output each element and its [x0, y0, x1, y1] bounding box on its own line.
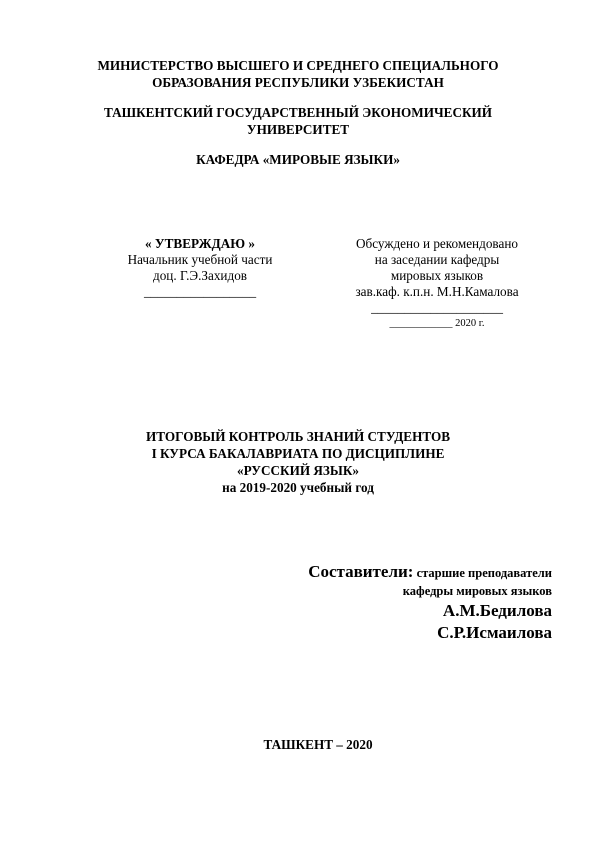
author-name-2: С.Р.Исмаилова: [437, 623, 552, 642]
department-heading: [0, 151, 596, 168]
city-year: ТАШКЕНТ – 2020: [263, 737, 373, 752]
discussion-signature-line: ____________________: [371, 300, 503, 315]
ministry-heading: [0, 57, 596, 91]
authors-label: Составители:: [308, 562, 414, 581]
title-line-1: ИТОГОВЫЙ КОНТРОЛЬ ЗНАНИЙ СТУДЕНТОВ: [146, 429, 450, 444]
discussion-head: зав.каф. к.п.н. М.Н.Камалова: [355, 284, 519, 299]
approval-block: [110, 236, 290, 300]
approval-title: « УТВЕРЖДАЮ »: [145, 236, 255, 251]
approval-position: Начальник учебной части: [127, 252, 273, 267]
discussion-line-2: на заседании кафедры: [374, 252, 500, 267]
discussion-date: [332, 316, 542, 332]
university-line-1: ТАШКЕНТСКИЙ ГОСУДАРСТВЕННЫЙ ЭКОНОМИЧЕСКИЙ: [103, 105, 493, 120]
discussion-block: [332, 236, 542, 332]
document-title: [0, 428, 596, 496]
title-line-3: «РУССКИЙ ЯЗЫК»: [236, 463, 359, 478]
title-line-4: на 2019-2020 учебный год: [222, 480, 374, 495]
discussion-date-year: 2020 г.: [452, 318, 485, 329]
university-line-2: УНИВЕРСИТЕТ: [246, 122, 350, 137]
approval-signature-line: _________________: [143, 284, 257, 299]
authors-role-line-1: старшие преподаватели: [413, 566, 552, 580]
ministry-line-2: ОБРАЗОВАНИЯ РЕСПУБЛИКИ УЗБЕКИСТАН: [152, 75, 444, 90]
university-heading: [0, 104, 596, 138]
discussion-line-1: Обсуждено и рекомендовано: [356, 236, 518, 251]
department-name: КАФЕДРА «МИРОВЫЕ ЯЗЫКИ»: [196, 152, 400, 167]
ministry-line-1: МИНИСТЕРСТВО ВЫСШЕГО И СРЕДНЕГО СПЕЦИАЛЬНОГО: [97, 58, 499, 73]
authors-role-line-2: кафедры мировых языков: [402, 584, 552, 598]
approval-person: доц. Г.Э.Захидов: [152, 268, 248, 283]
authors-first-line: [222, 562, 552, 583]
authors-block: [222, 562, 552, 644]
discussion-date-blank: ____________: [389, 318, 453, 329]
author-name-1: А.М.Бедилова: [442, 601, 552, 620]
title-line-2: I КУРСА БАКАЛАВРИАТА ПО ДИСЦИПЛИНЕ: [151, 446, 445, 461]
discussion-line-3: мировых языков: [390, 268, 484, 283]
